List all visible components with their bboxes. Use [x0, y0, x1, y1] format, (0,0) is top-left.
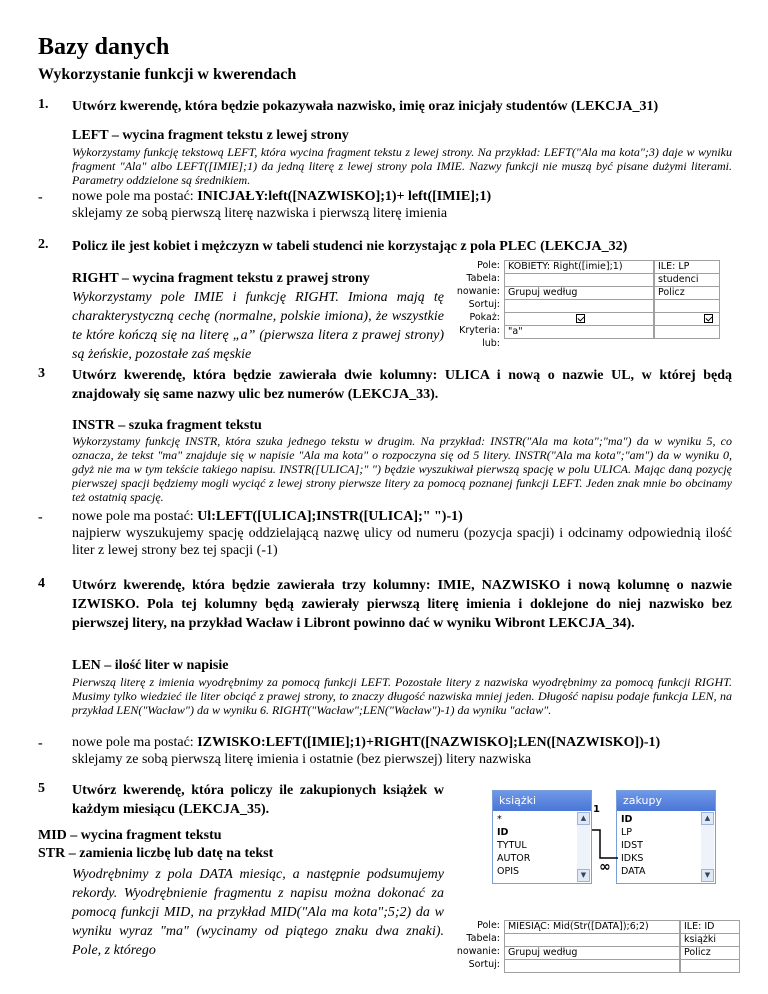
grid-label: nowanie:	[456, 286, 500, 297]
show-checkbox[interactable]	[504, 312, 654, 326]
field-list-item[interactable]: *	[497, 814, 502, 825]
grid-cell[interactable]: Grupuj według	[504, 946, 680, 960]
section-1-new-field: nowe pole ma postać: INICJAŁY:left([NAZWISKO];1)+ left([IMIE];1)	[72, 189, 492, 204]
grid-cell[interactable]: "a"	[504, 325, 654, 339]
grid-row	[450, 273, 720, 287]
section-1-dash: -	[38, 190, 43, 205]
grid-label: Sortuj:	[468, 959, 500, 970]
section-3-function-name: INSTR – szuka fragment tekstu	[72, 418, 262, 433]
grid-cell[interactable]	[654, 325, 720, 339]
grid-cell[interactable]: Policz	[680, 946, 740, 960]
section-3-number: 3	[38, 366, 45, 381]
grid-cell[interactable]	[504, 299, 654, 313]
section-1-function-name: LEFT – wycina fragment tekstu z lewej strony	[72, 128, 349, 143]
table-zakupy[interactable]	[616, 790, 716, 884]
document-subtitle: Wykorzystanie funkcji w kwerendach	[38, 66, 297, 83]
grid-cell[interactable]	[504, 933, 680, 947]
grid-cell[interactable]: KOBIETY: Right([imie];1)	[504, 260, 654, 274]
scrollbar[interactable]	[701, 812, 714, 882]
grid-label: Tabela:	[466, 933, 500, 944]
grid-label: Tabela:	[466, 273, 500, 284]
section-4-function-name: LEN – ilość liter w napisie	[72, 658, 229, 673]
grid-row	[450, 325, 720, 339]
section-2-function-name: RIGHT – wycina fragment tekstu z prawej strony	[72, 271, 370, 286]
grid-cell[interactable]: książki	[680, 933, 740, 947]
section-5-description: Wyodrębnimy z pola DATA miesiąc, a następnie podsumujemy rekordy. Wyodrębnienie fragmentu z napisu można dokonać za pomocą funkcji MID, na przykład MID("Ala ma kota";5;2) da w wyniku wyraz "ma" (wycinamy od piątego znaku dwa znaki). Pole, z którego	[72, 867, 444, 958]
document-title: Bazy danych	[38, 34, 170, 60]
show-checkbox[interactable]	[654, 312, 720, 326]
section-5-task: Utwórz kwerendę, która policzy ile zakupionych książek w każdym miesiącu (LEKCJA_35).	[72, 783, 444, 817]
field-list-item[interactable]: TYTUL	[497, 840, 527, 851]
query-design-grid-1	[450, 258, 720, 349]
section-4-task: Utwórz kwerendę, która będzie zawierała trzy kolumny: IMIE, NAZWISKO i nową kolumnę o nazwie IZWISKO. Pola tej kolumny będą zawierały pierwszą literę imienia i doklejone do niej nazwisko bez pierwszej litery, na przykład Wacław i Libront powinno dać w wyniku Wibront LEKCJA_34).	[72, 578, 732, 631]
section-2-description: Wykorzystamy pole IMIE i funkcję RIGHT. Imiona mają tę charakterystyczną cechę (normalne, polskie imiona), że wszystkie te które kończą się na literę „a” (pierwsza litera z prawej strony) są żeńskie, pozostałe zaś męskie	[72, 290, 444, 362]
field-list-item[interactable]: ID	[497, 827, 509, 838]
section-5-function-name-1: MID – wycina fragment tekstu	[38, 828, 222, 843]
section-2-number: 2.	[38, 237, 49, 252]
grid-label: lub:	[482, 338, 500, 349]
grid-row	[450, 260, 720, 274]
grid-cell[interactable]: ILE: LP	[654, 260, 720, 274]
field-list-item[interactable]: DATA	[621, 866, 646, 877]
grid-label: Pole:	[477, 920, 500, 931]
section-1-code: INICJAŁY:left([NAZWISKO];1)+ left([IMIE];1)	[197, 189, 492, 204]
grid-row	[450, 299, 720, 313]
scrollbar[interactable]	[577, 812, 590, 882]
table-ksiazki[interactable]	[492, 790, 592, 884]
section-1-description: Wykorzystamy funkcję tekstową LEFT, która wycina fragment tekstu z lewej strony. Na przykład: LEFT("Ala ma kota";3) daje w wyniku fragment "Ala" albo LEFT([IMIE];1) da jedną literę z lewej strony pola IMIE. Nazwy funkcji nie muszą być pisane dużymi literami. Parametry oddzielone są średnikiem.	[72, 145, 732, 187]
scroll-down-icon[interactable]: ▼	[701, 869, 714, 882]
grid-row	[450, 946, 740, 960]
grid-row	[450, 312, 720, 326]
grid-cell[interactable]: ILE: ID	[680, 920, 740, 934]
grid-cell[interactable]: Policz	[654, 286, 720, 300]
grid-label: Kryteria:	[459, 325, 500, 336]
field-list-item[interactable]: IDKS	[621, 853, 644, 864]
section-4-description: Pierwszą literę z imienia wyodrębnimy za pomocą funkcji LEFT. Pozostałe litery z nazwiska wyodrębnimy za pomocą funkcji RIGHT. Musimy tylko wiedzieć ile liter obciąć z prawej strony, to znaczy długość nazwiska mniej jeden. Długość napisu podaje funkcja LEN, na przykład LEN("Wacław") da w wyniku 6. RIGHT("Wacław";LEN("Wacław")-1) da wyniku "acław".	[72, 675, 732, 717]
field-list-item[interactable]: IDST	[621, 840, 643, 851]
grid-label: Pokaż:	[469, 312, 500, 323]
table-zakupy-title: zakupy	[617, 791, 715, 811]
section-4-number: 4	[38, 576, 45, 591]
section-4-code: IZWISKO:LEFT([IMIE];1)+RIGHT([NAZWISKO];LEN([NAZWISKO])-1)	[197, 735, 661, 750]
query-design-grid-2	[450, 918, 740, 978]
grid-cell[interactable]	[654, 299, 720, 313]
grid-cell[interactable]: Grupuj według	[504, 286, 654, 300]
section-3-description: Wykorzystamy funkcję INSTR, która szuka jednego tekstu w drugim. Na przykład: INSTR("Ala ma kota";"ma") da w wyniku 5, co oznacza, że tekst "ma" znajduje się w napisie "Ala ma kota" o rozpoczyna się od 5 litery. INSTR("Ala ma kota";"am") da w wyniku 0, gdyż nie ma w tym tekście takiego napisu. INSTR([ULICA];" ") będzie wyszukiwał pierwszą spację w polu ULICA. Mając daną pozycję pierwszej spacji będziemy mogli wyciąć z lewej strony pierwsze litery za pomocą poznanej funkcji LEFT. Jeden znak mnie bo obcinamy też ostatnią spację.	[72, 434, 732, 504]
relationship-many: ∞	[599, 859, 611, 875]
grid-cell[interactable]: MIESIĄC: Mid(Str([DATA]);6;2)	[504, 920, 680, 934]
section-3-dash: -	[38, 510, 43, 525]
grid-row	[450, 920, 740, 934]
relationship-one: 1	[593, 804, 600, 815]
section-3-explanation: najpierw wyszukujemy spację oddzielającą nazwę ulicy od numeru (pozycja spacji) i odcinamy odpowiednią ilość liter z lewej strony bez tej spacji (-1)	[72, 526, 732, 558]
scroll-down-icon[interactable]: ▼	[577, 869, 590, 882]
grid-cell[interactable]: studenci	[654, 273, 720, 287]
section-1-task: Utwórz kwerendę, która będzie pokazywała nazwisko, imię oraz inicjały studentów (LEKCJA_31)	[72, 99, 659, 114]
section-3-code: Ul:LEFT([ULICA];INSTR([ULICA];" ")-1)	[197, 509, 463, 524]
section-3-new-field: nowe pole ma postać: Ul:LEFT([ULICA];INSTR([ULICA];" ")-1)	[72, 509, 463, 524]
checkmark-icon	[704, 314, 713, 323]
grid-row	[450, 338, 720, 352]
grid-cell[interactable]	[504, 273, 654, 287]
grid-cell[interactable]	[504, 959, 680, 973]
section-5-function-name-2: STR – zamienia liczbę lub datę na tekst	[38, 846, 274, 861]
field-list-item[interactable]: OPIS	[497, 866, 520, 877]
section-4-dash: -	[38, 736, 43, 751]
grid-label: Pole:	[477, 260, 500, 271]
field-list-item[interactable]: AUTOR	[497, 853, 531, 864]
table-ksiazki-title: książki	[493, 791, 591, 811]
grid-label: nowanie:	[456, 946, 500, 957]
grid-label: Sortuj:	[468, 299, 500, 310]
section-3-task: Utwórz kwerendę, która będzie zawierała dwie kolumny: ULICA i nową o nazwie UL, w której będą znajdowały się same nazwy ulic bez numerów (LEKCJA_33).	[72, 368, 732, 402]
scroll-up-icon[interactable]: ▲	[701, 812, 714, 825]
section-4-explanation: sklejamy ze sobą pierwszą literę imienia i ostatnie (bez pierwszej) litery nazwiska	[72, 752, 532, 767]
grid-row	[450, 286, 720, 300]
section-4-new-field: nowe pole ma postać: IZWISKO:LEFT([IMIE];1)+RIGHT([NAZWISKO];LEN([NAZWISKO])-1)	[72, 735, 661, 750]
section-2-task: Policz ile jest kobiet i mężczyzn w tabeli studenci nie korzystając z pola PLEC (LEKCJA_32)	[72, 239, 628, 254]
checkmark-icon	[576, 314, 585, 323]
field-list-item[interactable]: LP	[621, 827, 633, 838]
section-5-number: 5	[38, 781, 45, 796]
section-1-number: 1.	[38, 97, 49, 112]
grid-row	[450, 959, 740, 973]
field-list-item[interactable]: ID	[621, 814, 633, 825]
grid-row	[450, 933, 740, 947]
section-1-explanation: sklejamy ze sobą pierwszą literę nazwiska i pierwszą literę imienia	[72, 206, 448, 221]
scroll-up-icon[interactable]: ▲	[577, 812, 590, 825]
grid-cell[interactable]	[680, 959, 740, 973]
